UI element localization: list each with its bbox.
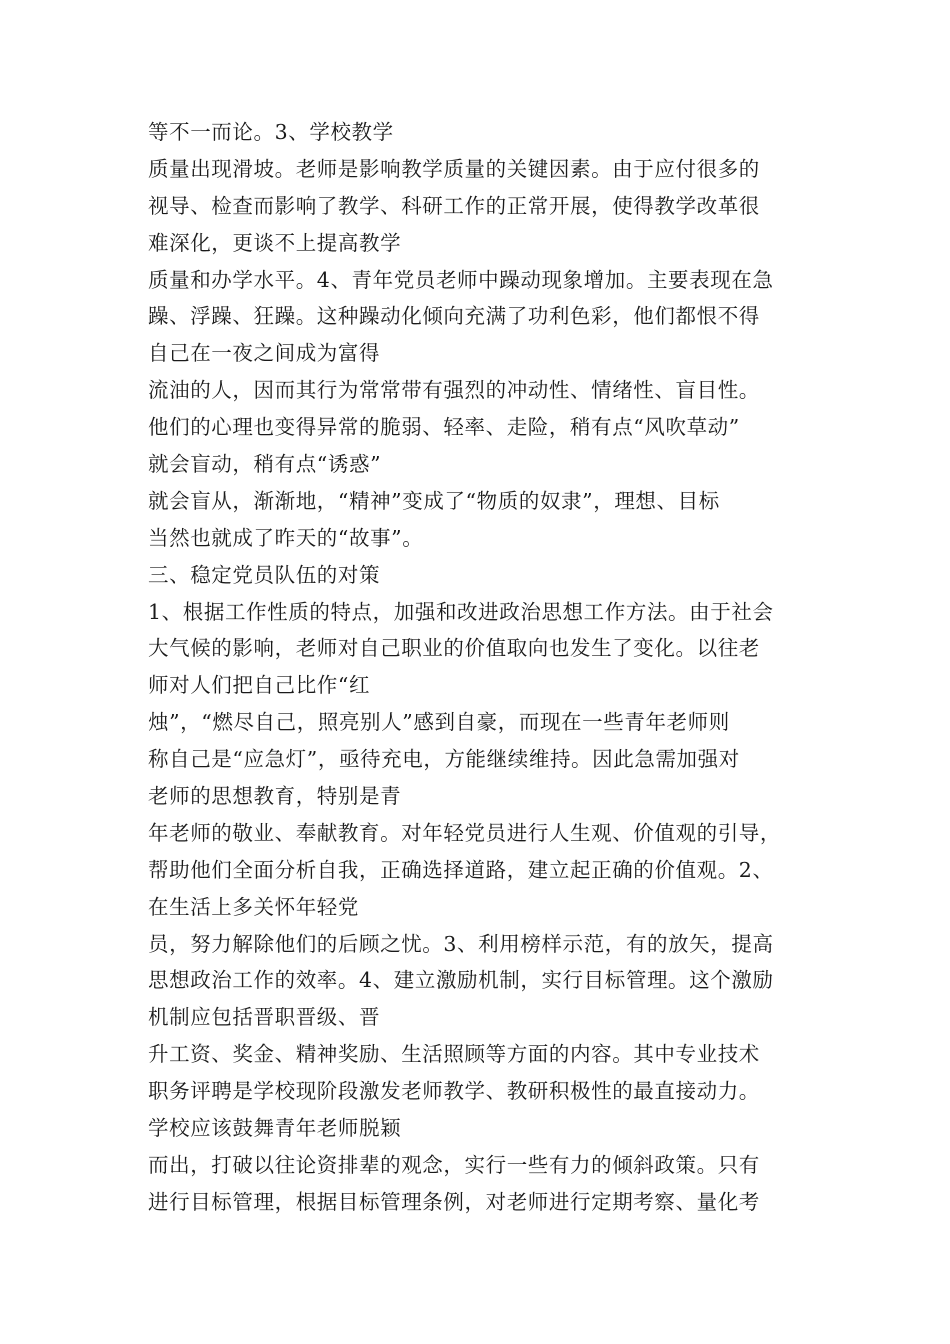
section-heading: 三、稳定党员队伍的对策 xyxy=(148,562,381,587)
text-line: 视导、检查而影响了教学、科研工作的正常开展，使得教学改革很 xyxy=(148,193,760,218)
text-line: 流油的人，因而其行为常常带有强烈的冲动性、情绪性、盲目性。 xyxy=(148,378,760,403)
text-line: 大气候的影响，老师对自己职业的价值取向也发生了变化。以往老 xyxy=(148,636,760,661)
text-line: 称自己是“应急灯”，亟待充电，方能继续维持。因此急需加强对 xyxy=(148,747,740,772)
text-line: 质量出现滑坡。老师是影响教学质量的关键因素。由于应付很多的 xyxy=(148,156,760,181)
text-line: 机制应包括晋职晋级、晋 xyxy=(148,1005,381,1030)
text-line: 职务评聘是学校现阶段激发老师教学、教研积极性的最直接动力。 xyxy=(148,1079,760,1104)
text-line: 难深化，更谈不上提高教学 xyxy=(148,230,402,255)
text-line: 员，努力解除他们的后顾之忧。3、利用榜样示范，有的放矢，提高 xyxy=(148,931,774,956)
text-line: 帮助他们全面分析自我，正确选择道路，建立起正确的价值观。2、 xyxy=(148,857,774,882)
text-line: 躁、浮躁、狂躁。这种躁动化倾向充满了功利色彩，他们都恨不得 xyxy=(148,304,760,329)
text-line: 学校应该鼓舞青年老师脱颖 xyxy=(148,1116,402,1141)
text-line: 老师的思想教育，特别是青 xyxy=(148,784,402,809)
text-line: 等不一而论。3、学校教学 xyxy=(148,120,394,144)
text-line: 而出，打破以往论资排辈的观念，实行一些有力的倾斜政策。只有 xyxy=(148,1152,760,1177)
text-line: 当然也就成了昨天的“故事”。 xyxy=(148,525,424,550)
text-line: 进行目标管理，根据目标管理条例，对老师进行定期考察、量化考 xyxy=(148,1189,760,1214)
body-text xyxy=(148,114,828,1221)
text-line: 自己在一夜之间成为富得 xyxy=(148,341,381,366)
text-line: 就会盲从，渐渐地，“精神”变成了“物质的奴隶”，理想、目标 xyxy=(148,488,720,513)
text-line: 在生活上多关怀年轻党 xyxy=(148,894,359,919)
text-line: 年老师的敬业、奉献教育。对年轻党员进行人生观、价值观的引导， xyxy=(148,820,781,845)
text-line: 质量和办学水平。4、青年党员老师中躁动现象增加。主要表现在急 xyxy=(148,267,774,292)
text-line: 师对人们把自己比作“红 xyxy=(148,673,371,698)
text-line: 他们的心理也变得异常的脆弱、轻率、走险，稍有点“风吹草动” xyxy=(148,415,740,440)
text-line: 烛”，“燃尽自己，照亮别人”感到自豪，而现在一些青年老师则 xyxy=(148,710,730,735)
text-line: 思想政治工作的效率。4、建立激励机制，实行目标管理。这个激励 xyxy=(148,968,774,993)
text-line: 就会盲动，稍有点“诱惑” xyxy=(148,452,382,477)
text-line: 1、根据工作性质的特点，加强和改进政治思想工作方法。由于社会 xyxy=(148,599,774,624)
text-line: 升工资、奖金、精神奖励、生活照顾等方面的内容。其中专业技术 xyxy=(148,1042,760,1067)
